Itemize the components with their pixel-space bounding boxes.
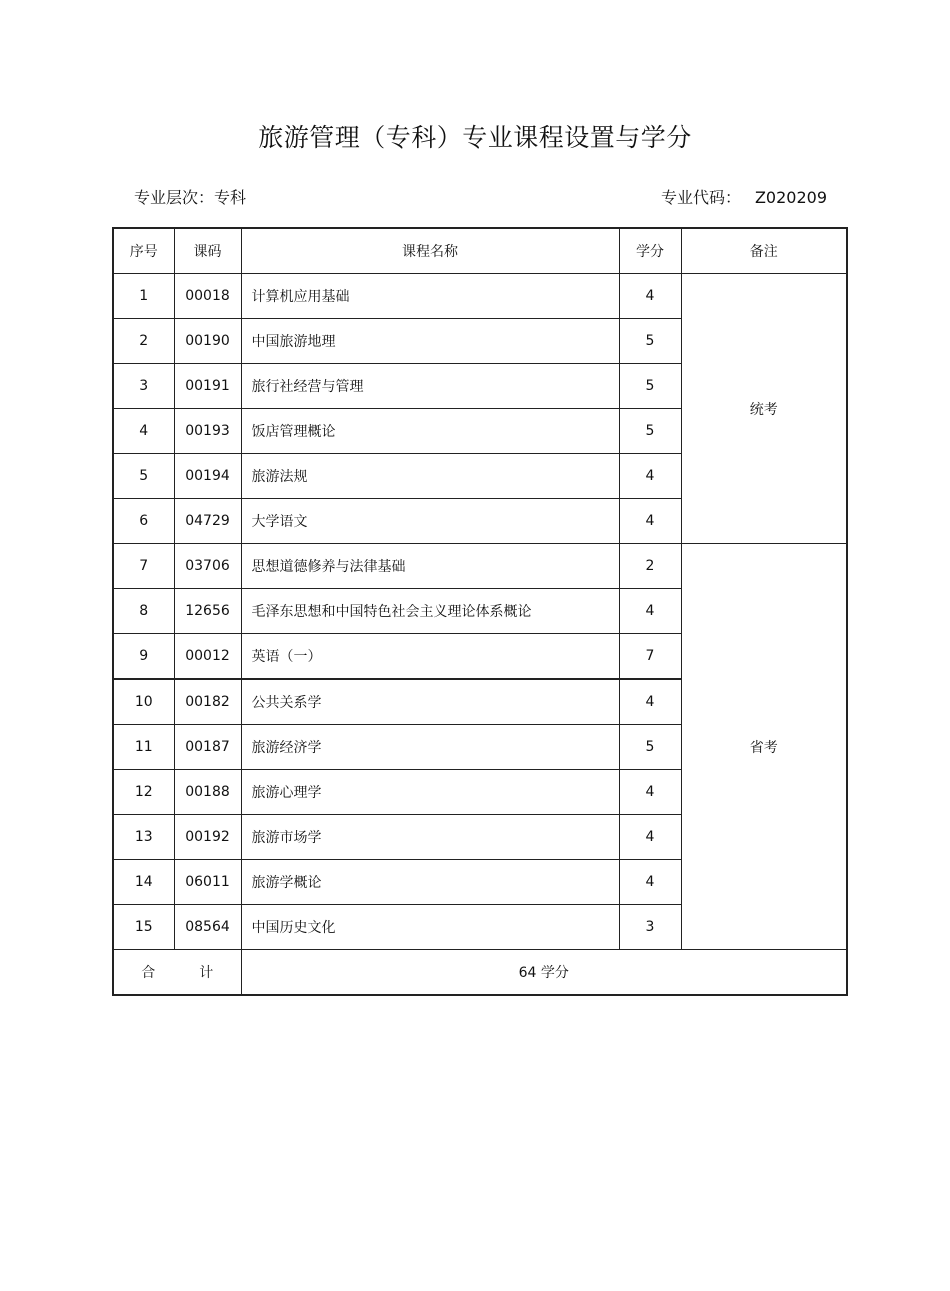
header-code: 课码	[174, 228, 241, 274]
row-name: 计算机应用基础	[241, 274, 619, 319]
row-name: 饭店管理概论	[241, 409, 619, 454]
table-row	[113, 544, 847, 589]
row-code: 06011	[174, 860, 241, 905]
row-code: 12656	[174, 589, 241, 634]
row-no: 15	[113, 905, 174, 950]
row-credit: 7	[619, 634, 681, 680]
total-label-b: 计	[199, 965, 214, 981]
row-code: 00193	[174, 409, 241, 454]
row-no: 3	[113, 364, 174, 409]
row-name: 大学语文	[241, 499, 619, 544]
row-no: 8	[113, 589, 174, 634]
row-code: 00194	[174, 454, 241, 499]
row-name: 旅游学概论	[241, 860, 619, 905]
row-code: 00012	[174, 634, 241, 680]
row-credit: 4	[619, 815, 681, 860]
major-code-value: Z020209	[754, 188, 827, 207]
total-label	[113, 950, 241, 996]
row-code: 00018	[174, 274, 241, 319]
row-no: 10	[113, 679, 174, 725]
row-no: 13	[113, 815, 174, 860]
header-note: 备注	[681, 228, 847, 274]
row-code: 00182	[174, 679, 241, 725]
row-name: 旅游心理学	[241, 770, 619, 815]
row-name: 思想道德修养与法律基础	[241, 544, 619, 589]
row-name: 旅游法规	[241, 454, 619, 499]
row-credit: 5	[619, 409, 681, 454]
row-credit: 2	[619, 544, 681, 589]
row-code: 00188	[174, 770, 241, 815]
row-code: 04729	[174, 499, 241, 544]
row-no: 7	[113, 544, 174, 589]
major-level: 专业层次：专科	[134, 188, 247, 207]
row-credit: 4	[619, 679, 681, 725]
total-label-a: 合	[141, 965, 156, 981]
major-code-label: 专业代码：	[660, 188, 741, 207]
header-no: 序号	[113, 228, 174, 274]
row-credit: 4	[619, 274, 681, 319]
row-name: 旅行社经营与管理	[241, 364, 619, 409]
row-code: 00187	[174, 725, 241, 770]
header-credit: 学分	[619, 228, 681, 274]
row-name: 英语（一）	[241, 634, 619, 680]
table-row	[113, 274, 847, 319]
row-no: 2	[113, 319, 174, 364]
course-table	[112, 227, 848, 996]
row-credit: 5	[619, 319, 681, 364]
row-code: 00190	[174, 319, 241, 364]
row-credit: 3	[619, 905, 681, 950]
page-title: 旅游管理（专科）专业课程设置与学分	[258, 123, 692, 152]
row-code: 08564	[174, 905, 241, 950]
row-no: 6	[113, 499, 174, 544]
row-name: 公共关系学	[241, 679, 619, 725]
row-no: 12	[113, 770, 174, 815]
total-credits: 64 学分	[241, 950, 847, 996]
row-no: 14	[113, 860, 174, 905]
row-no: 9	[113, 634, 174, 680]
row-no: 1	[113, 274, 174, 319]
row-no: 4	[113, 409, 174, 454]
row-credit: 5	[619, 725, 681, 770]
row-credit: 4	[619, 589, 681, 634]
row-name: 中国历史文化	[241, 905, 619, 950]
row-credit: 4	[619, 770, 681, 815]
row-no: 11	[113, 725, 174, 770]
row-name: 旅游经济学	[241, 725, 619, 770]
row-no: 5	[113, 454, 174, 499]
row-credit: 4	[619, 860, 681, 905]
note-provincial: 省考	[681, 544, 847, 950]
note-unified: 统考	[681, 274, 847, 544]
header-name: 课程名称	[241, 228, 619, 274]
row-name: 中国旅游地理	[241, 319, 619, 364]
row-credit: 5	[619, 364, 681, 409]
row-code: 00191	[174, 364, 241, 409]
row-code: 00192	[174, 815, 241, 860]
total-row	[113, 950, 847, 996]
major-code	[661, 185, 827, 208]
row-credit: 4	[619, 499, 681, 544]
table-header-row	[113, 228, 847, 274]
row-name: 毛泽东思想和中国特色社会主义理论体系概论	[241, 589, 619, 634]
row-code: 03706	[174, 544, 241, 589]
row-credit: 4	[619, 454, 681, 499]
row-name: 旅游市场学	[241, 815, 619, 860]
